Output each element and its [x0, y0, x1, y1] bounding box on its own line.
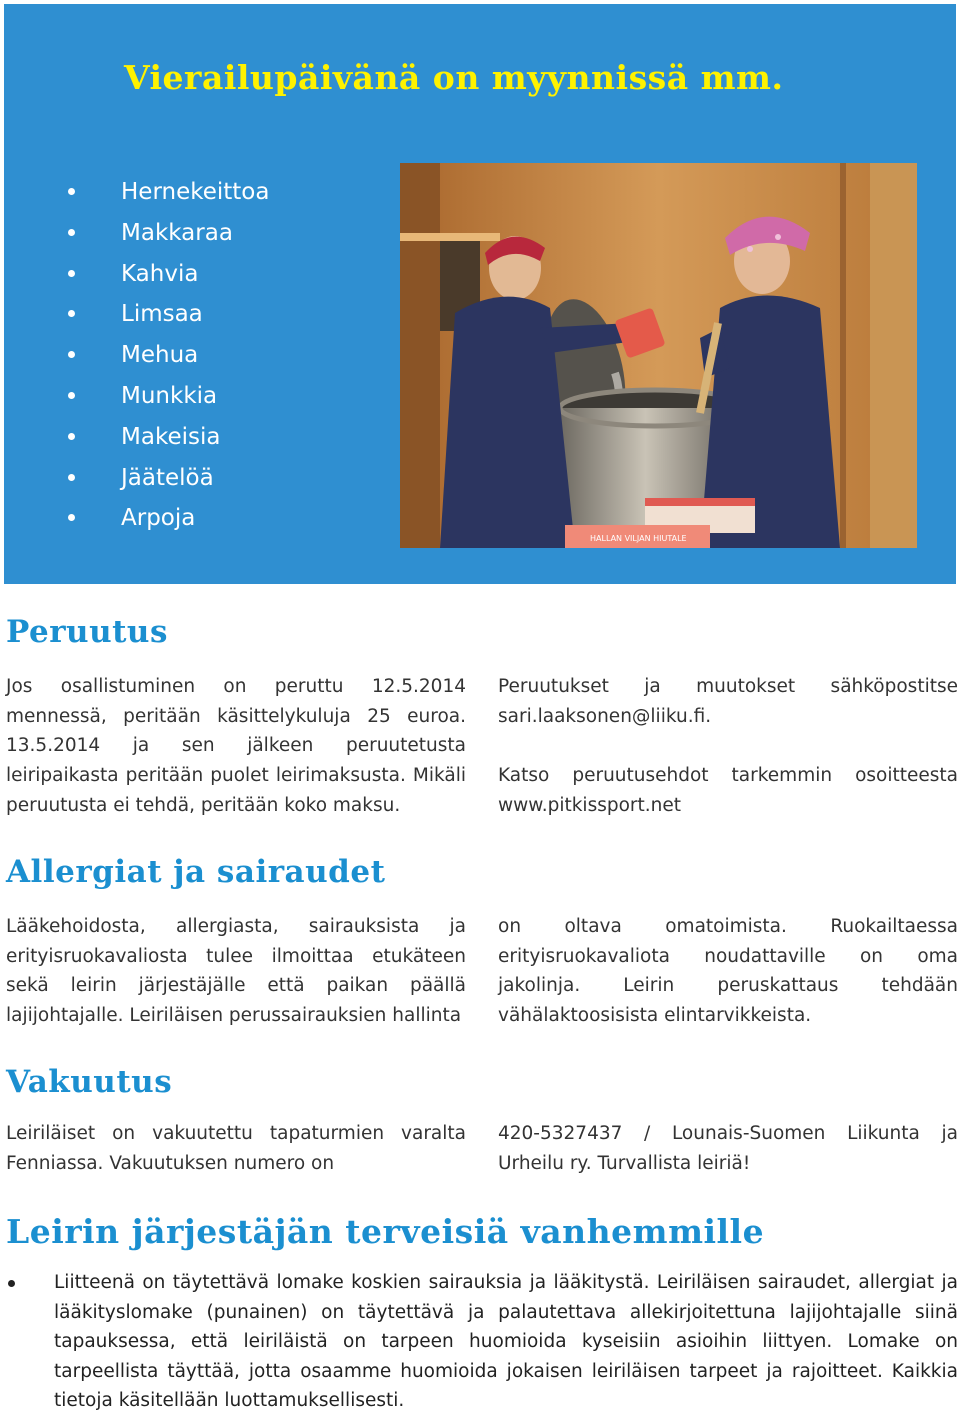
section-heading-allergiat: Allergiat ja sairaudet	[6, 854, 386, 890]
terveiset-bullet	[6, 1268, 958, 1416]
bullet-icon	[68, 310, 75, 317]
sale-items-list	[64, 172, 269, 539]
list-item: Arpoja	[64, 498, 269, 539]
list-item: Jäätelöä	[64, 458, 269, 499]
list-item: Kahvia	[64, 254, 269, 295]
bullet-icon	[68, 188, 75, 195]
bullet-icon	[8, 1280, 15, 1287]
list-item: Mehua	[64, 335, 269, 376]
bullet-icon	[68, 514, 75, 521]
bullet-icon	[68, 433, 75, 440]
list-item: Munkkia	[64, 376, 269, 417]
peruutus-left-text: Jos osallistuminen on peruttu 12.5.2014 mennessä, peritään käsittelykuluja 25 euroa. 13.5.2014 ja sen jälkeen peruutetusta leiripaikasta peritään puolet leirimaksusta. Mikäli peruutusta ei tehdä, peritään koko maksu.	[6, 676, 466, 816]
list-item: Makkaraa	[64, 213, 269, 254]
terveiset-text: Liitteenä on täytettävä lomake koskien sairauksia ja lääkitystä. Leiriläisen sairaudet, allergiat ja lääkityslomake (punainen) on täytettävä ja palautettava allekirjoitettuna lajijohtajalle siinä tapauksessa, että leiriläistä on tarpeen huomioida kyseisiin asioihin liittyen. Lomake on tarpeellista täyttää, jotta osaamme huomioida jokaisen leiriläisen tarpeet ja rajoitteet. Kaikkia tietoja käsitellään luottamuksellisesti.	[54, 1272, 958, 1411]
vakuutus-right-text: 420-5327437 / Lounais-Suomen Liikunta ja Urheilu ry. Turvallista leiriä!	[498, 1123, 958, 1174]
bullet-icon	[68, 229, 75, 236]
section-heading-peruutus: Peruutus	[6, 614, 168, 650]
list-item: Hernekeittoa	[64, 172, 269, 213]
bullet-icon	[68, 474, 75, 481]
banner-title: Vierailupäivänä on myynnissä mm.	[124, 58, 784, 97]
allergiat-left-text: Lääkehoidosta, allergiasta, sairauksista ja erityisruokavaliosta tulee ilmoittaa etukäteen sekä leirin järjestäjälle että paikan päällä lajijohtajalle. Leiriläisen perussairauksien hallinta	[6, 916, 466, 1027]
cooking-photo	[400, 163, 917, 548]
peruutus-right-text: Peruutukset ja muutokset sähköpostitse sari.laaksonen@liiku.fi. Katso peruutusehdot tarkemmin osoitteesta www.pitkissport.net	[498, 676, 958, 816]
bullet-icon	[68, 351, 75, 358]
box-label: HALLAN VILJAN HIUTALE	[590, 534, 687, 543]
bullet-icon	[68, 392, 75, 399]
allergiat-right-text: on oltava omatoimista. Ruokailtaessa erityisruokavaliota noudattaville on oma jakolinja. Leirin peruskattaus tehdään vähälaktoosisista elintarvikkeista.	[498, 916, 958, 1027]
list-item: Makeisia	[64, 417, 269, 458]
bullet-icon	[68, 270, 75, 277]
section-heading-vakuutus: Vakuutus	[6, 1064, 173, 1100]
cooking-photo-illustration	[400, 163, 917, 548]
list-item: Limsaa	[64, 294, 269, 335]
vakuutus-left-text: Leiriläiset on vakuutettu tapaturmien varalta Fenniassa. Vakuutuksen numero on	[6, 1123, 466, 1174]
section-heading-terveiset: Leirin järjestäjän terveisiä vanhemmille	[6, 1212, 765, 1251]
